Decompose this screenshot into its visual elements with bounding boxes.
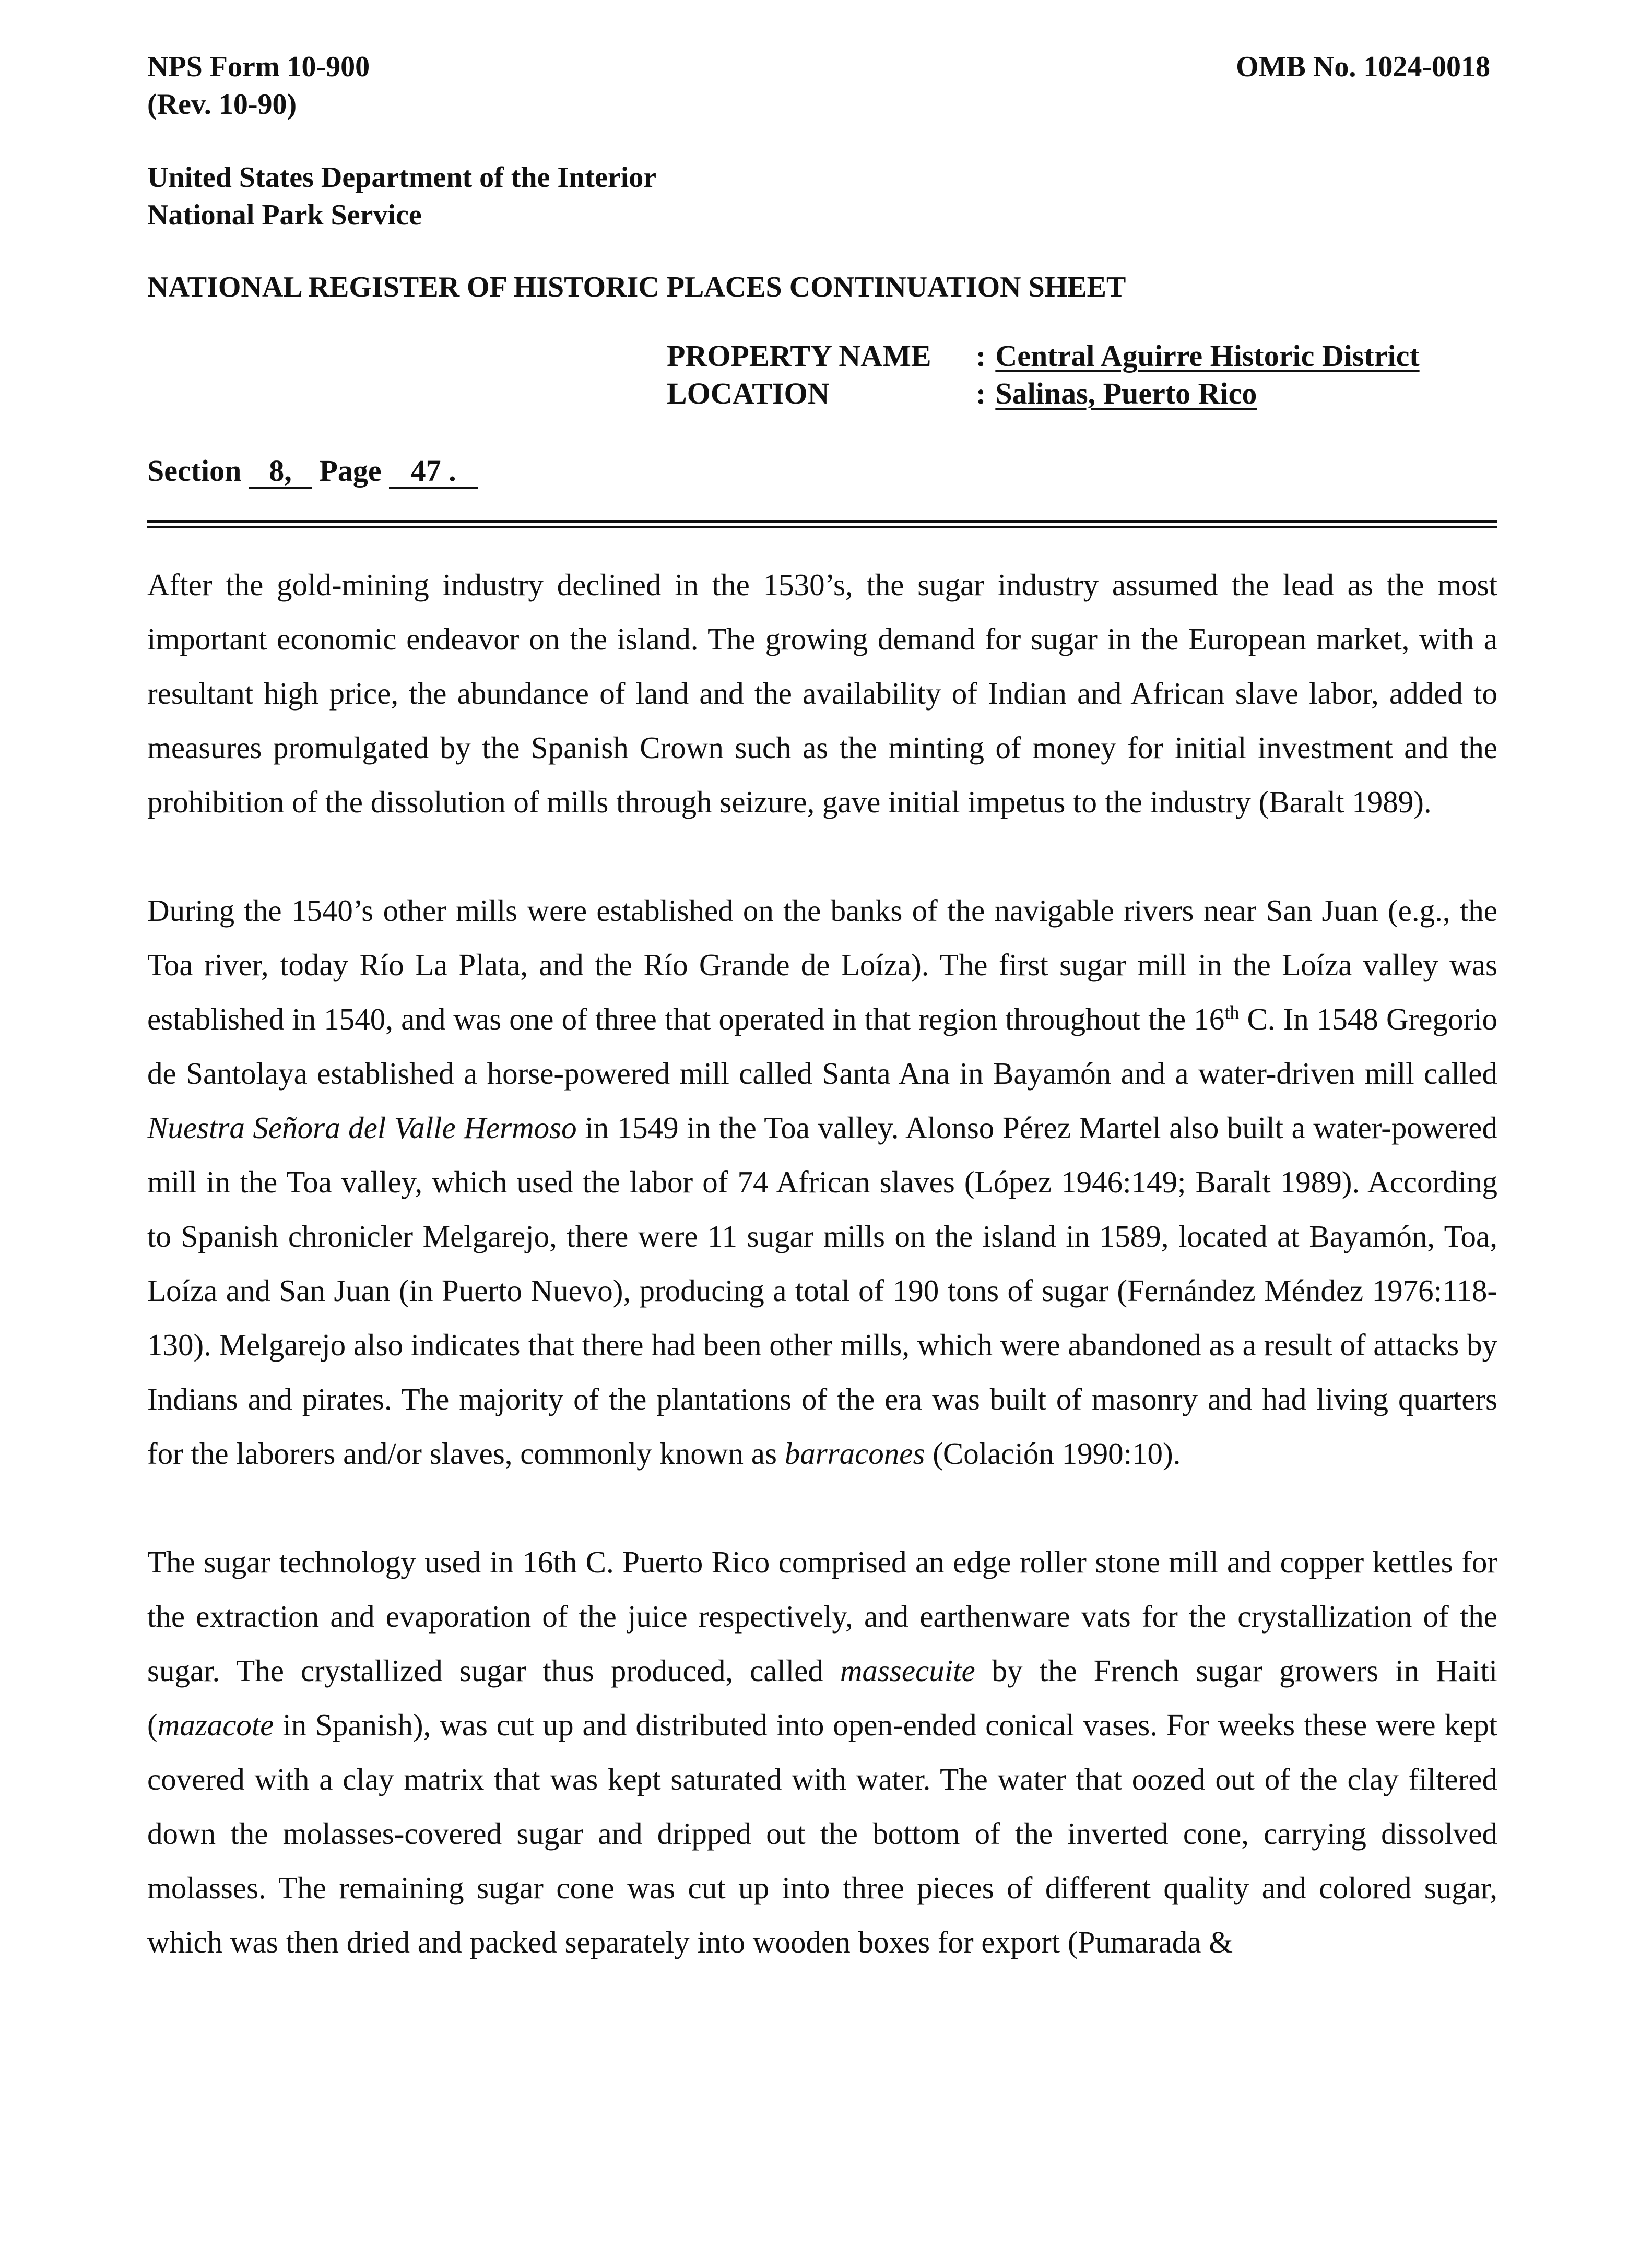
property-name-value: Central Aguirre Historic District bbox=[995, 339, 1420, 373]
department-name: United States Department of the Interior bbox=[147, 161, 657, 194]
property-name-colon: : bbox=[976, 339, 986, 373]
location-colon: : bbox=[976, 376, 986, 410]
paragraph-2-text-d: (Colación 1990:10). bbox=[925, 1436, 1181, 1471]
location-row bbox=[667, 375, 1420, 412]
agency-block bbox=[147, 159, 656, 234]
double-rule-divider bbox=[147, 520, 1497, 528]
agency-name: National Park Service bbox=[147, 199, 422, 231]
paragraph-2 bbox=[147, 883, 1497, 1481]
form-identifier bbox=[147, 48, 370, 123]
sheet-title: NATIONAL REGISTER OF HISTORIC PLACES CONTINUATION SHEET bbox=[147, 271, 1126, 303]
paragraph-3-text-b: by the French sugar growers in Haiti ( bbox=[147, 1653, 1498, 1742]
mill-name-italic: Nuestra Señora del Valle Hermoso bbox=[147, 1110, 577, 1145]
ordinal-superscript: th bbox=[1224, 1002, 1240, 1023]
section-number: 8 bbox=[269, 454, 285, 488]
section-label: Section bbox=[147, 454, 242, 488]
section-number-field bbox=[249, 455, 312, 489]
paragraph-3-text-c: in Spanish), was cut up and distributed into open-ended conical vases. For weeks these were kept covered with a clay matrix that was kept saturated with water. The water that oozed out of the clay filtered down the molasses-covered sugar and dripped out the bottom of the inverted cone, carrying dissolved molasses. The remaining sugar cone was cut up into three pieces of different quality and colored sugar, which was then dried and packed separately into wooden boxes for export (Pumarada & bbox=[147, 1708, 1497, 1959]
paragraph-2-text-b: C. In 1548 Gregorio de Santolaya established a horse-powered mill called Santa Ana in Bayamón and a water-driven mill called bbox=[147, 1002, 1497, 1091]
property-name-label: PROPERTY NAME bbox=[667, 339, 931, 373]
page-end-mark: . bbox=[449, 454, 456, 488]
paragraph-2-text-a: During the 1540’s other mills were established on the banks of the navigable rivers near San Juan (e.g., the Toa river, today Río La Plata, and the Río Grande de Loíza). The first sugar mill in the Loíza valley was established in 1540, and was one of three that operated in that region throughout the 16 bbox=[147, 893, 1497, 1036]
form-number: NPS Form 10-900 bbox=[147, 51, 370, 83]
document-body bbox=[147, 558, 1497, 1969]
page-number-field bbox=[389, 455, 478, 489]
location-value: Salinas, Puerto Rico bbox=[995, 376, 1257, 410]
barracones-italic: barracones bbox=[784, 1436, 925, 1471]
paragraph-3 bbox=[147, 1535, 1497, 1969]
page-number: 47 bbox=[410, 454, 441, 488]
paragraph-1: After the gold-mining industry declined in the 1530’s, the sugar industry assumed the lead as the most important economic endeavor on the island. The growing demand for sugar in the European market, with a resultant high price, the abundance of land and the availability of Indian and African slave labor, added to measures promulgated by the Spanish Crown such as the minting of money for initial investment and the prohibition of the dissolution of mills through seizure, gave initial impetus to the industry (Baralt 1989). bbox=[147, 567, 1497, 819]
location-label: LOCATION bbox=[667, 376, 830, 410]
paragraph-3-text-a: The sugar technology used in 16th C. Puerto Rico comprised an edge roller stone mill and copper kettles for the extraction and evaporation of the juice respectively, and earthenware vats for the crystallization of the sugar. The crystallized sugar thus produced, called bbox=[147, 1545, 1497, 1688]
section-separator: , bbox=[284, 454, 292, 488]
property-info bbox=[667, 337, 1420, 412]
page-label: Page bbox=[319, 454, 382, 488]
form-revision: (Rev. 10-90) bbox=[147, 88, 297, 121]
mazacote-italic: mazacote bbox=[157, 1708, 274, 1742]
paragraph-2-text-c: in 1549 in the Toa valley. Alonso Pérez Martel also built a water-powered mill in the Toa valley, which used the labor of 74 African slaves (López 1946:149; Baralt 1989). According to Spanish chronicler Melgarejo, there were 11 sugar mills on the island in 1589, located at Bayamón, Toa, Loíza and San Juan (in Puerto Nuevo), producing a total of 190 tons of sugar (Fernández Méndez 1976:118-130). Melgarejo also indicates that there had been other mills, which were abandoned as a result of attacks by Indians and pirates. The majority of the plantations of the era was built of masonry and had living quarters for the laborers and/or slaves, commonly known as bbox=[147, 1110, 1497, 1471]
section-page-line bbox=[147, 452, 478, 490]
property-name-row bbox=[667, 337, 1420, 375]
massecuite-italic: massecuite bbox=[840, 1653, 975, 1688]
omb-number: OMB No. 1024-0018 bbox=[1236, 51, 1490, 83]
